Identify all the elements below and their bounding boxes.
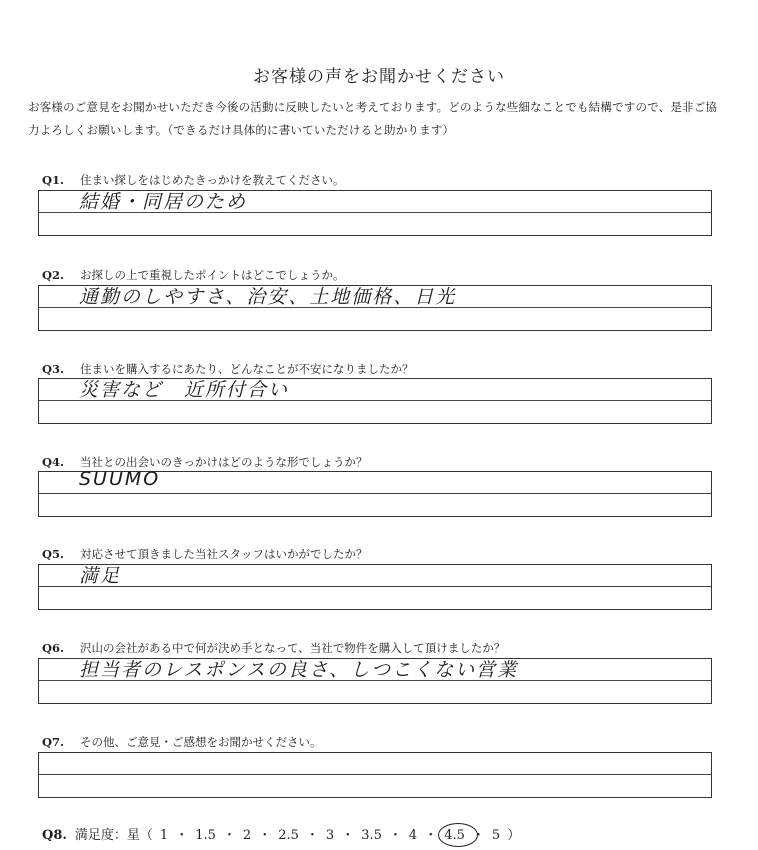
rating-separator: ・ <box>424 828 438 843</box>
rating-option[interactable]: 1 <box>159 828 169 843</box>
rating-separator: ・ <box>258 828 272 843</box>
rating-option[interactable]: 1.5 <box>195 828 216 843</box>
question-7 <box>42 734 322 750</box>
answer-line <box>39 774 711 775</box>
answer-box-4[interactable] <box>38 468 712 517</box>
question-number: Q5. <box>42 547 65 561</box>
rating-separator: ・ <box>388 828 402 843</box>
rating-option[interactable]: 2.5 <box>278 828 299 843</box>
answer-line <box>39 493 711 494</box>
question-text: 当社との出会いのきっかけはどのような形でしょうか？ <box>80 455 368 469</box>
answer-line <box>39 586 711 587</box>
survey-title: お客様の声をお聞かせください <box>253 67 505 87</box>
rating-option[interactable]: 3 <box>325 828 335 843</box>
answer-box-6[interactable] <box>38 658 712 704</box>
rating-label: 満足度：星（ <box>74 828 153 843</box>
rating-close: ） <box>507 828 521 843</box>
rating-option[interactable]: 5 <box>491 828 501 843</box>
rating-option[interactable]: 3.5 <box>361 828 382 843</box>
question-text: 沢山の会社がある中で何が決め手となって、当社で物件を購入して頂けましたか？ <box>80 641 506 655</box>
handwritten-answer-6: 担当者のレスポンスの良さ、しつこくない営業 <box>79 659 519 681</box>
rating-separator: ・ <box>341 828 355 843</box>
question-1 <box>42 172 345 188</box>
rating-separator: ・ <box>305 828 319 843</box>
question-text: 対応させて頂きました当社スタッフはいかがでしたか？ <box>80 547 368 561</box>
question-number: Q8. <box>42 828 67 843</box>
question-2 <box>42 267 345 283</box>
satisfaction-rating <box>42 824 520 843</box>
question-text: お探しの上で重視したポイントはどこでしょうか。 <box>80 268 345 282</box>
handwritten-answer-4: SUUMO <box>79 468 161 490</box>
question-number: Q7. <box>42 735 65 749</box>
handwritten-answer-2: 通勤のしやすさ、治安、土地価格、日光 <box>79 286 457 308</box>
rating-options <box>153 828 507 843</box>
rating-separator: ・ <box>175 828 189 843</box>
handwritten-answer-3: 災害など 近所付合い <box>79 379 290 401</box>
question-number: Q1. <box>42 173 65 187</box>
survey-intro: お客様のご意見をお聞かせいただき今後の活動に反映したいと考えております。どのような些細なことでも結構ですので、是非ご協力よろしくお願いします。（できるだけ具体的に書いていただけると助かります） <box>28 100 718 137</box>
answer-box-5[interactable] <box>38 564 712 610</box>
answer-box-2[interactable] <box>38 285 712 331</box>
handwritten-answer-5: 満足 <box>79 565 122 587</box>
question-number: Q3. <box>42 362 65 376</box>
answer-box-1[interactable] <box>38 190 712 236</box>
rating-option[interactable]: 2 <box>242 828 252 843</box>
question-text: 住まい探しをはじめたきっかけを教えてください。 <box>80 173 345 187</box>
handwritten-answer-1: 結婚・同居のため <box>79 191 248 213</box>
rating-option-selected[interactable]: 4.5 <box>444 828 465 843</box>
question-number: Q4. <box>42 455 65 469</box>
question-text: その他、ご意見・ご感想をお聞かせください。 <box>80 735 322 749</box>
question-number: Q6. <box>42 641 65 655</box>
rating-separator: ・ <box>471 828 485 843</box>
question-text: 住まいを購入するにあたり、どんなことが不安になりましたか？ <box>80 362 414 376</box>
answer-box-3[interactable] <box>38 378 712 424</box>
question-number: Q2. <box>42 268 65 282</box>
rating-separator: ・ <box>222 828 236 843</box>
answer-box-7[interactable] <box>38 752 712 798</box>
question-5 <box>42 546 368 562</box>
question-6 <box>42 640 505 656</box>
rating-option[interactable]: 4 <box>408 828 418 843</box>
